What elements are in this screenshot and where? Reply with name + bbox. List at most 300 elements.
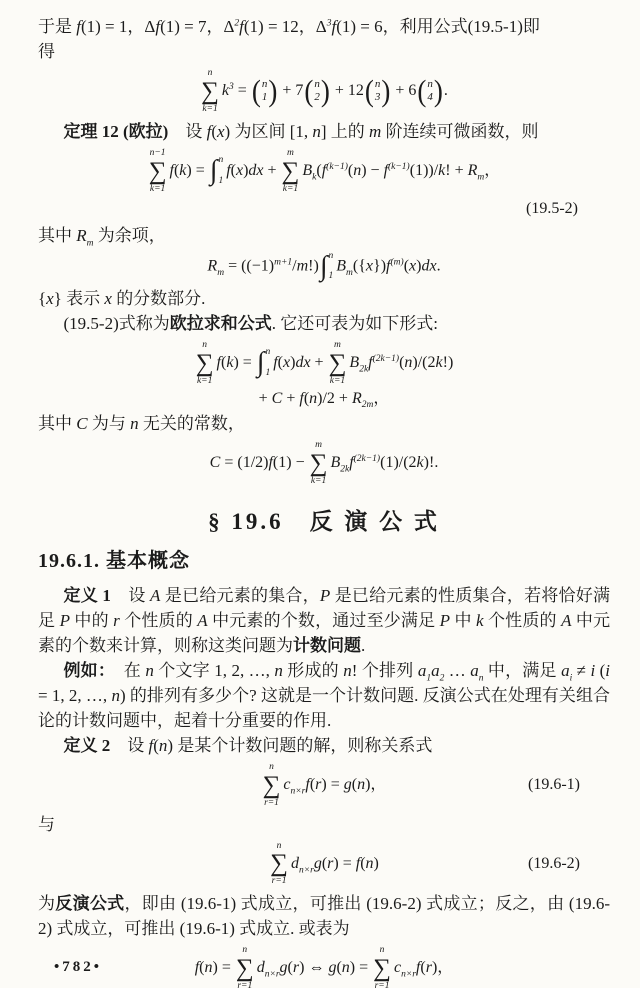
binomial-coefficient — [364, 74, 391, 108]
math-variable: n — [353, 161, 362, 179]
closing-paragraph — [38, 891, 610, 941]
formula-content — [200, 68, 448, 115]
math-variable: dx — [248, 161, 264, 179]
text-segment: ≠ — [572, 660, 591, 680]
text-segment: ， — [373, 389, 390, 407]
text-segment: 设 — [128, 585, 151, 605]
connector-word: 与 — [38, 814, 55, 834]
math-variable: dx — [295, 353, 311, 371]
math-variable: x — [365, 257, 374, 275]
text-segment: ( — [420, 959, 426, 977]
definition-1 — [38, 583, 610, 658]
math-variable: f — [415, 959, 421, 977]
text-segment: 为 — [38, 894, 56, 914]
binomial-top: n — [261, 78, 268, 91]
sum-operator — [282, 148, 300, 195]
paragraph-finite-differences — [38, 14, 610, 64]
text-segment: + 12 — [330, 82, 364, 100]
integral-upper-limit: n — [218, 155, 224, 166]
sigma-glyph: ∑ — [235, 955, 254, 983]
sum-operator — [270, 841, 288, 888]
math-variable: x — [46, 288, 54, 308]
math-variable: n — [404, 353, 413, 371]
formula-content — [258, 389, 390, 411]
math-variable: R — [207, 257, 218, 275]
text-segment: = (1/2) — [220, 453, 269, 471]
formula-19-6-2 — [38, 841, 610, 888]
formula-euler-summation — [38, 148, 610, 195]
sigma-glyph: ∑ — [373, 955, 391, 983]
math-variable: f — [148, 735, 154, 755]
math-variable: n — [145, 660, 154, 680]
math-variable: f — [169, 161, 174, 179]
subscript: 2k — [340, 464, 350, 475]
bold-text-segment: 反演公式 — [55, 894, 125, 914]
text-segment: ) = — [233, 353, 256, 371]
text-segment: ] 上的 — [320, 121, 370, 141]
text-segment: ( — [360, 854, 366, 872]
superscript: (k−1) — [326, 161, 348, 172]
formula-content — [269, 841, 379, 888]
math-variable: r — [315, 775, 322, 793]
math-variable: i — [605, 660, 611, 680]
fractional-part-note — [38, 286, 610, 311]
subscript: n×r — [401, 969, 416, 980]
text-segment: / — [292, 257, 297, 275]
text-segment: ({ — [352, 257, 366, 275]
sum-upper-limit: n — [242, 945, 248, 956]
math-variable: A — [150, 585, 161, 605]
math-variable: k — [435, 353, 443, 371]
formula-remainder-term — [38, 252, 610, 282]
math-variable: f — [216, 353, 221, 371]
text-segment: 其中 — [38, 413, 77, 433]
formula-content — [148, 148, 501, 195]
text-segment: ) 是某个计数问题的解，则称关系式 — [167, 735, 433, 755]
formula-content — [195, 945, 454, 988]
math-variable: P — [59, 610, 70, 630]
text-segment: . 它还可表为如下形式: — [271, 313, 438, 333]
subscript: 2m — [361, 400, 374, 411]
text-segment: ( — [173, 161, 180, 179]
sum-lower-limit: r=1 — [374, 981, 390, 988]
formula-sum-of-cubes — [38, 68, 610, 115]
subscript: m — [86, 238, 94, 249]
math-variable: k — [476, 610, 484, 630]
math-variable: x — [409, 257, 417, 275]
math-variable: f — [368, 353, 373, 371]
equation-label-19-6-1: (19.6-1) — [528, 776, 580, 794]
binomial-coefficient — [251, 74, 278, 108]
subscript: m — [477, 172, 485, 183]
text-segment: ) ⇔ — [299, 959, 329, 977]
text-segment: 其中 — [38, 225, 77, 245]
text-segment: (1) − — [272, 453, 309, 471]
text-segment: (1) = 7，Δ — [160, 17, 235, 36]
text-segment: (1) = 1，Δ — [80, 17, 156, 36]
math-variable: B — [349, 353, 360, 371]
text-segment: 中元素的个数，通过至少满足 — [207, 610, 440, 630]
sum-operator — [310, 440, 328, 487]
subscript: m — [217, 267, 225, 278]
math-variable: d — [256, 959, 265, 977]
text-segment: ) = — [321, 775, 344, 793]
sigma-glyph: ∑ — [195, 349, 214, 377]
sigma-glyph: ∑ — [309, 449, 328, 477]
sum-upper-limit: n — [207, 68, 213, 78]
sum-lower-limit: r=1 — [237, 981, 253, 988]
sum-upper-limit: n−1 — [149, 147, 166, 158]
math-variable: f — [273, 353, 278, 371]
math-variable: m — [296, 257, 309, 275]
math-variable: f — [155, 17, 161, 36]
text-segment: = — [233, 82, 251, 100]
bold-text-segment: 计数问题 — [293, 635, 361, 655]
math-variable: f — [355, 854, 361, 872]
text-segment: (1)/(2 — [380, 453, 417, 471]
left-paren: ( — [364, 74, 374, 108]
text-segment: ( — [230, 161, 236, 179]
text-segment: . — [443, 82, 448, 100]
text-segment: 中 — [450, 610, 477, 630]
sum-operator — [263, 762, 281, 809]
sum-lower-limit: k=1 — [196, 375, 213, 386]
binomial-bottom: 4 — [427, 91, 433, 104]
sigma-glyph: ∑ — [270, 850, 288, 878]
text-segment: ( — [351, 775, 358, 793]
text-segment: … — [444, 660, 471, 680]
text-segment: !) — [442, 353, 454, 371]
text-segment: 得 — [38, 42, 55, 61]
bold-text-segment: 定义 2 — [63, 735, 128, 755]
math-variable: dx — [421, 257, 437, 275]
math-variable: n — [343, 660, 352, 680]
superscript: (k−1) — [388, 161, 410, 172]
equation-label-19-6-2: (19.6-2) — [528, 854, 580, 872]
text-segment: (19.5-2)式称为 — [63, 313, 170, 333]
binomial-entries — [261, 78, 269, 104]
math-variable: C — [76, 413, 88, 433]
binomial-coefficient — [417, 74, 443, 108]
math-variable: n — [365, 854, 374, 872]
sum-lower-limit: k=1 — [282, 183, 299, 194]
text-segment: . — [436, 257, 441, 275]
text-segment: ) — [373, 854, 379, 872]
section-title: § 19.6 反 演 公 式 — [208, 508, 440, 534]
sigma-glyph: ∑ — [281, 157, 300, 185]
text-segment: ( — [399, 353, 405, 371]
text-segment: ( — [287, 959, 293, 977]
sigma-glyph: ∑ — [328, 349, 347, 377]
text-segment: )， — [365, 775, 387, 793]
subscript: n — [478, 673, 484, 684]
text-segment: !) — [308, 257, 319, 275]
math-variable: R — [351, 389, 362, 407]
math-variable: A — [197, 610, 208, 630]
text-segment: }) — [373, 257, 387, 275]
text-segment: + — [310, 353, 328, 371]
integral-lower-limit: 1 — [218, 175, 224, 186]
math-variable: f — [194, 959, 200, 977]
text-segment: 个文字 1, 2, …, — [153, 660, 275, 680]
text-segment: ! + — [445, 161, 468, 179]
math-variable: n — [309, 389, 318, 407]
integral-operator — [257, 348, 270, 378]
math-variable: g — [343, 775, 352, 793]
text-segment: 是已给元素的性质集合，若将恰好满足 — [38, 585, 610, 630]
text-segment: } 表示 — [53, 288, 105, 308]
superscript: m+1 — [274, 257, 293, 268]
superscript: 3 — [229, 81, 234, 92]
math-variable: n — [357, 775, 366, 793]
sum-upper-limit: n — [269, 761, 274, 772]
text-segment: ) = — [349, 959, 373, 977]
sigma-glyph: ∑ — [201, 77, 219, 105]
integral-limits — [265, 348, 270, 378]
subscript: 1 — [426, 673, 432, 684]
sum-lower-limit: r=1 — [271, 876, 287, 887]
equation-number: (19.5-2) — [526, 199, 578, 217]
formula-euler-alt-line2 — [38, 389, 610, 411]
math-variable: R — [76, 225, 87, 245]
sigma-glyph: ∑ — [262, 771, 281, 799]
formula-19-6-1 — [38, 762, 610, 809]
text-segment: ) — [416, 257, 422, 275]
right-paren: ) — [268, 74, 278, 108]
text-segment: 无关的常数， — [138, 413, 245, 433]
math-variable: f — [226, 161, 231, 179]
text-segment: ， — [484, 161, 501, 179]
text-segment: ( — [403, 257, 410, 275]
text-segment: 是已给元素的集合， — [160, 585, 320, 605]
subscript: n×r — [264, 969, 280, 980]
integral-lower-limit: 1 — [265, 367, 271, 378]
text-segment: )/(2 — [412, 353, 436, 371]
math-variable: f — [299, 389, 304, 407]
integral-glyph: ∫ — [319, 250, 328, 282]
right-paren: ) — [320, 74, 330, 108]
sum-upper-limit: n — [379, 945, 385, 956]
math-variable: f — [383, 161, 389, 179]
text-segment: = ((−1) — [224, 257, 275, 275]
binomial-top: n — [374, 78, 381, 91]
math-variable: r — [292, 959, 300, 977]
math-variable: a — [470, 660, 479, 680]
text-segment: ) − — [361, 161, 384, 179]
text-segment: )， — [431, 959, 454, 977]
text-segment: ( — [347, 161, 354, 179]
text-segment: 阶连续可微函数，则 — [381, 121, 539, 141]
math-variable: f — [305, 775, 310, 793]
math-variable: g — [313, 854, 322, 872]
math-variable: d — [290, 854, 299, 872]
math-variable: P — [319, 585, 331, 605]
math-variable: n — [204, 959, 213, 977]
math-variable: f — [331, 17, 337, 36]
binomial-entries — [374, 78, 382, 104]
binomial-entries — [313, 78, 321, 104]
text-segment: 形成的 — [282, 660, 344, 680]
bold-text-segment: 欧拉求和公式 — [169, 313, 272, 333]
example-paragraph — [38, 658, 610, 733]
math-variable: k — [416, 453, 424, 471]
sum-upper-limit: m — [315, 439, 322, 450]
sum-upper-limit: m — [287, 147, 294, 158]
formula-constant-c — [38, 440, 610, 487]
right-paren: ) — [381, 74, 391, 108]
math-variable: R — [467, 161, 478, 179]
text-segment: 为与 — [87, 413, 131, 433]
binomial-bottom: 2 — [314, 91, 320, 104]
math-variable: g — [279, 959, 288, 977]
text-segment: + — [263, 161, 281, 179]
text-segment: ) 为区间 [1, — [224, 121, 313, 141]
sum-lower-limit: k=1 — [329, 375, 346, 386]
left-paren: ( — [417, 74, 427, 108]
text-segment: 个性质的 — [119, 610, 198, 630]
binomial-bottom: 3 — [374, 91, 381, 104]
binomial-bottom: 1 — [261, 91, 268, 104]
integral-operator — [320, 252, 333, 282]
text-segment: ( — [221, 353, 227, 371]
sum-operator — [201, 68, 219, 115]
math-variable: x — [283, 353, 291, 371]
text-segment: ) — [243, 161, 249, 179]
sum-upper-limit: n — [276, 840, 282, 851]
definition-2 — [38, 733, 610, 758]
math-variable: f — [239, 17, 244, 36]
text-segment: ) = — [333, 854, 356, 872]
bold-text-segment: 定义 1 — [63, 585, 129, 605]
math-variable: n — [158, 735, 168, 755]
text-segment: (1) = 12，Δ — [243, 17, 327, 36]
math-variable: n — [111, 685, 120, 705]
math-variable: x — [216, 121, 225, 141]
text-segment: 于是 — [38, 17, 77, 36]
sigma-glyph: ∑ — [148, 157, 167, 185]
text-segment: { — [38, 288, 47, 308]
integral-glyph: ∫ — [209, 155, 218, 187]
superscript: (m) — [390, 257, 404, 268]
math-variable: k — [226, 353, 234, 371]
sum-operator — [149, 148, 167, 195]
math-variable: A — [561, 610, 572, 630]
text-segment: ( — [303, 389, 310, 407]
bold-text-segment: 定理 12 (欧拉) — [63, 121, 186, 141]
binomial-entries — [426, 78, 434, 104]
math-variable: f — [321, 161, 327, 179]
math-variable: r — [327, 854, 334, 872]
math-variable: m — [369, 121, 382, 141]
subscript: n×r — [298, 864, 314, 875]
text-segment: 的分数部分. — [111, 288, 206, 308]
subscript: i — [569, 673, 573, 684]
text-segment: + — [258, 389, 272, 407]
text-segment: (1) = 6，利用公式(19.5-1)即 — [336, 17, 540, 36]
text-segment: 在 — [123, 660, 146, 680]
formula-content — [195, 340, 454, 387]
math-variable: f — [268, 453, 273, 471]
math-variable: c — [283, 775, 291, 793]
math-variable: c — [393, 959, 402, 977]
formula-content — [262, 762, 387, 809]
remainder-note — [38, 223, 610, 248]
formula-content — [207, 252, 440, 282]
text-segment: ，即由 (19.6-1) 式成立，可推出 (19.6-2) 式成立；反之，由 (19.6-2) 式成立，可推出 (19.6-1) 式成立. 或表为 — [38, 894, 610, 939]
superscript: (2k−1) — [353, 453, 381, 464]
text-segment: ( — [211, 121, 217, 141]
text-segment: ( — [336, 959, 342, 977]
text-segment: 中的 — [69, 610, 114, 630]
text-segment: = 1, 2, …, — [38, 685, 112, 705]
text-segment: 个性质的 — [483, 610, 562, 630]
sum-operator — [236, 945, 254, 988]
math-variable: f — [76, 17, 81, 36]
formula-content — [210, 440, 439, 487]
text-segment: ( — [199, 959, 205, 977]
math-variable: f — [349, 453, 354, 471]
integral-operator — [210, 156, 223, 186]
subsection-title: 19.6.1. 基本概念 — [38, 549, 190, 572]
binomial-top: n — [314, 78, 320, 91]
text-segment: 设 — [185, 121, 207, 141]
math-variable: k — [221, 82, 230, 100]
text-segment: )/2 + — [317, 389, 352, 407]
text-segment: (1))/ — [409, 161, 439, 179]
text-segment: ) 的排列有多少个? 这就是一个计数问题. 反演公式在处理有关组合论的计数问题中，起着十分重要的作用. — [38, 685, 610, 730]
page-number: •782• — [54, 959, 103, 975]
binomial-top: n — [427, 78, 433, 91]
subscript: k — [312, 172, 317, 183]
math-variable: B — [302, 161, 313, 179]
integral-upper-limit: n — [265, 347, 271, 358]
math-variable: k — [438, 161, 446, 179]
superscript: 2 — [234, 18, 240, 29]
sum-operator — [373, 945, 391, 988]
integral-limits — [218, 156, 223, 186]
theorem-12-euler — [38, 119, 610, 144]
integral-glyph: ∫ — [256, 347, 265, 379]
text-segment: ! 个排列 — [351, 660, 418, 680]
math-variable: C — [209, 453, 221, 471]
text-segment: ) — [290, 353, 296, 371]
text-segment: + 7 — [278, 82, 304, 100]
math-variable: n — [341, 959, 350, 977]
math-variable: C — [271, 389, 283, 407]
math-variable: f — [206, 121, 212, 141]
math-variable: g — [328, 959, 337, 977]
text-segment: ( — [153, 735, 159, 755]
text-segment: 中元素的个数来计算，则称这类问题为 — [38, 610, 611, 655]
math-variable: a — [561, 660, 570, 680]
sum-lower-limit: k=1 — [149, 183, 166, 194]
equation-label-19-5-2 — [38, 199, 610, 219]
text-segment: 中，满足 — [483, 660, 562, 680]
integral-limits — [328, 252, 333, 282]
integral-lower-limit: 1 — [328, 271, 334, 282]
text-segment: . — [361, 635, 366, 655]
math-variable: f — [386, 257, 391, 275]
text-segment: ) = — [212, 959, 235, 977]
text-segment: ( — [316, 161, 322, 179]
math-variable: a — [417, 660, 427, 680]
math-variable: B — [336, 257, 347, 275]
subscript: 2 — [439, 673, 445, 684]
math-variable: k — [179, 161, 187, 179]
binomial-coefficient — [304, 74, 330, 108]
superscript: 3 — [326, 18, 332, 29]
left-paren: ( — [251, 74, 261, 108]
